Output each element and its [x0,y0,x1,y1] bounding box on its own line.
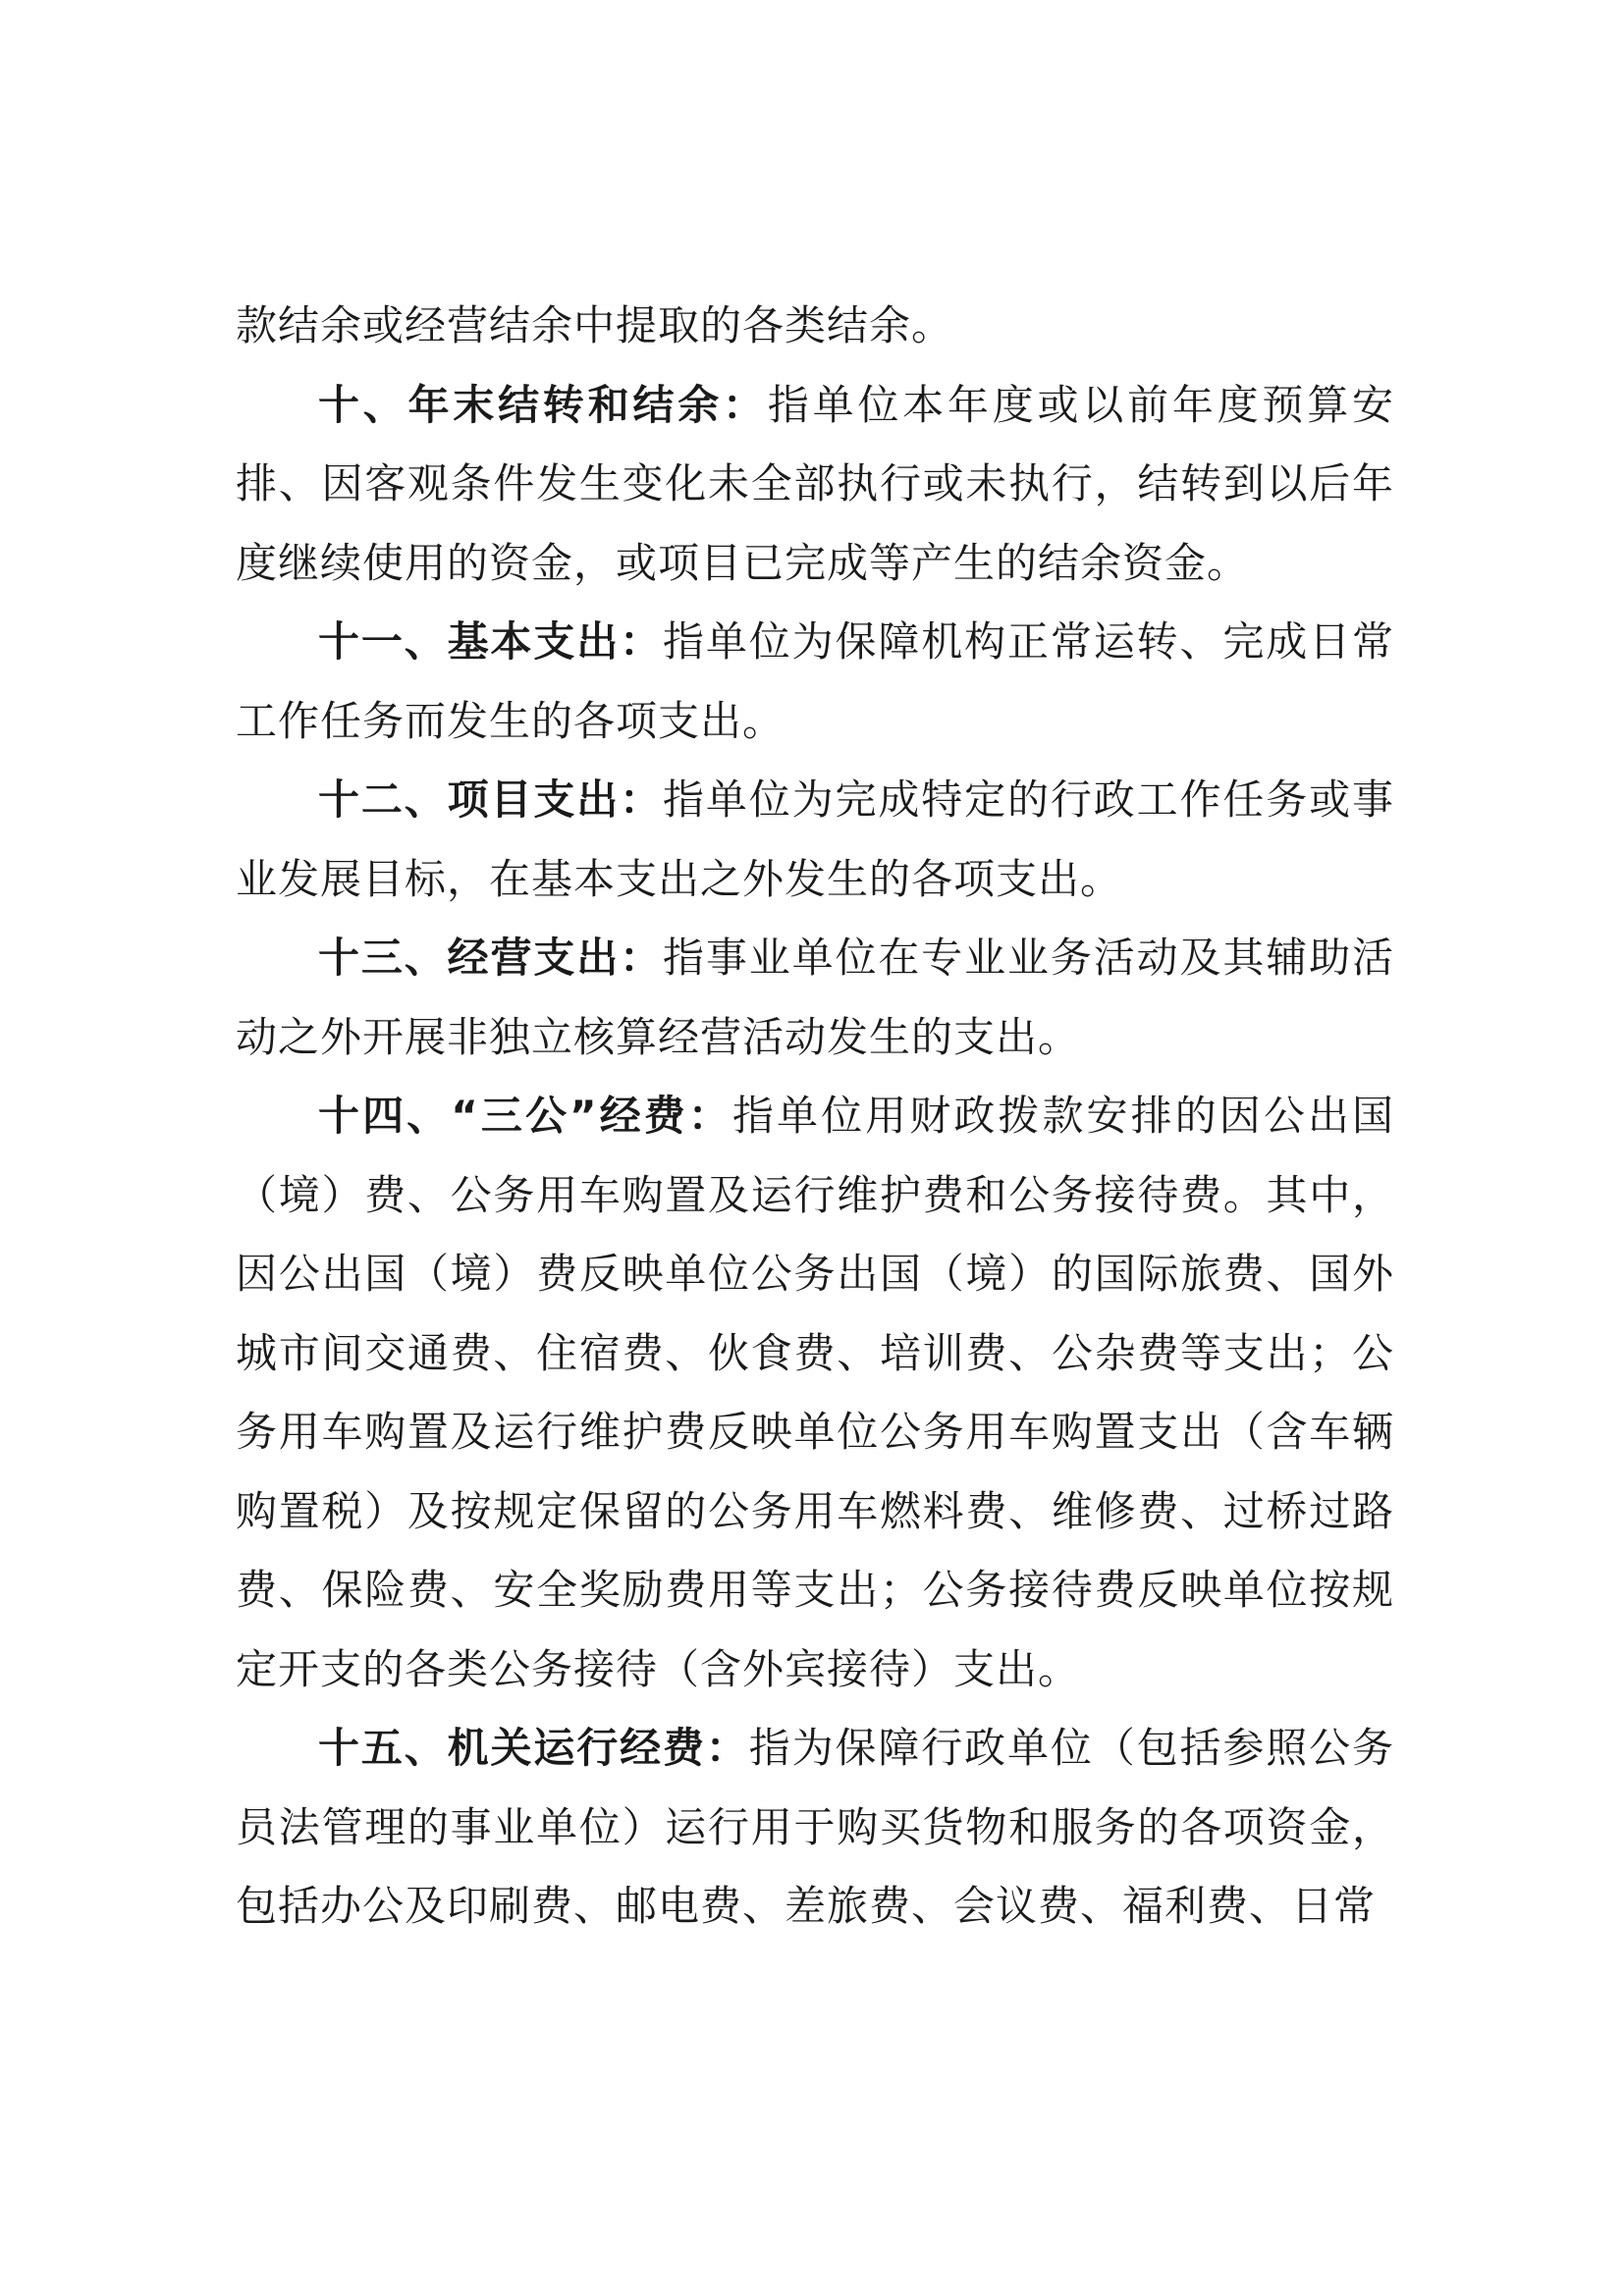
item-basic-expenditure [236,603,1394,761]
item-agency-operating-funds [236,1709,1394,1947]
item-body: 指事业单位在专业业务活动及其辅助活动之外开展非独立核算经营活动发生的支出。 [236,934,1394,1061]
item-body: 指单位本年度或以前年度预算安排、因客观条件发生变化未全部执行或未执行，结转到以后年度继续使用的资金，或项目已完成等产生的结余资金。 [236,380,1394,587]
item-body: 指单位为保障机构正常运转、完成日常工作任务而发生的各项支出。 [236,617,1394,745]
document-page [236,287,1394,1947]
item-body: 指单位为完成特定的行政工作任务或事业发展目标，在基本支出之外发生的各项支出。 [236,775,1394,903]
item-heading: 十一、基本支出： [318,617,663,666]
continuation-paragraph: 款结余或经营结余中提取的各类结余。 [236,301,954,349]
item-operating-expenditure [236,919,1394,1077]
item-heading: 十二、项目支出： [318,775,663,824]
item-heading: 十五、机关运行经费： [318,1724,749,1772]
item-year-end-carryover [236,366,1394,604]
item-project-expenditure [236,761,1394,919]
item-heading: 十四、“三公”经费： [318,1092,732,1140]
item-heading: 十、年末结转和结余： [318,380,768,429]
item-heading: 十三、经营支出： [318,934,663,982]
item-three-public-expenses [236,1077,1394,1709]
item-body: 指为保障行政单位（包括参照公务员法管理的事业单位）运行用于购买货物和服务的各项资金，包括办公及印刷费、邮电费、差旅费、会议费、福利费、日常 [236,1724,1394,1930]
item-body: 指单位用财政拨款安排的因公出国（境）费、公务用车购置及运行维护费和公务接待费。其中，因公出国（境）费反映单位公务出国（境）的国际旅费、国外城市间交通费、住宿费、伙食费、培训费、公杂费等支出；公务用车购置及运行维护费反映单位公务用车购置支出（含车辆购置税）及按规定保留的公务用车燃料费、维修费、过桥过路费、保险费、安全奖励费用等支出；公务接待费反映单位按规定开支的各类公务接待（含外宾接待）支出。 [236,1092,1394,1693]
